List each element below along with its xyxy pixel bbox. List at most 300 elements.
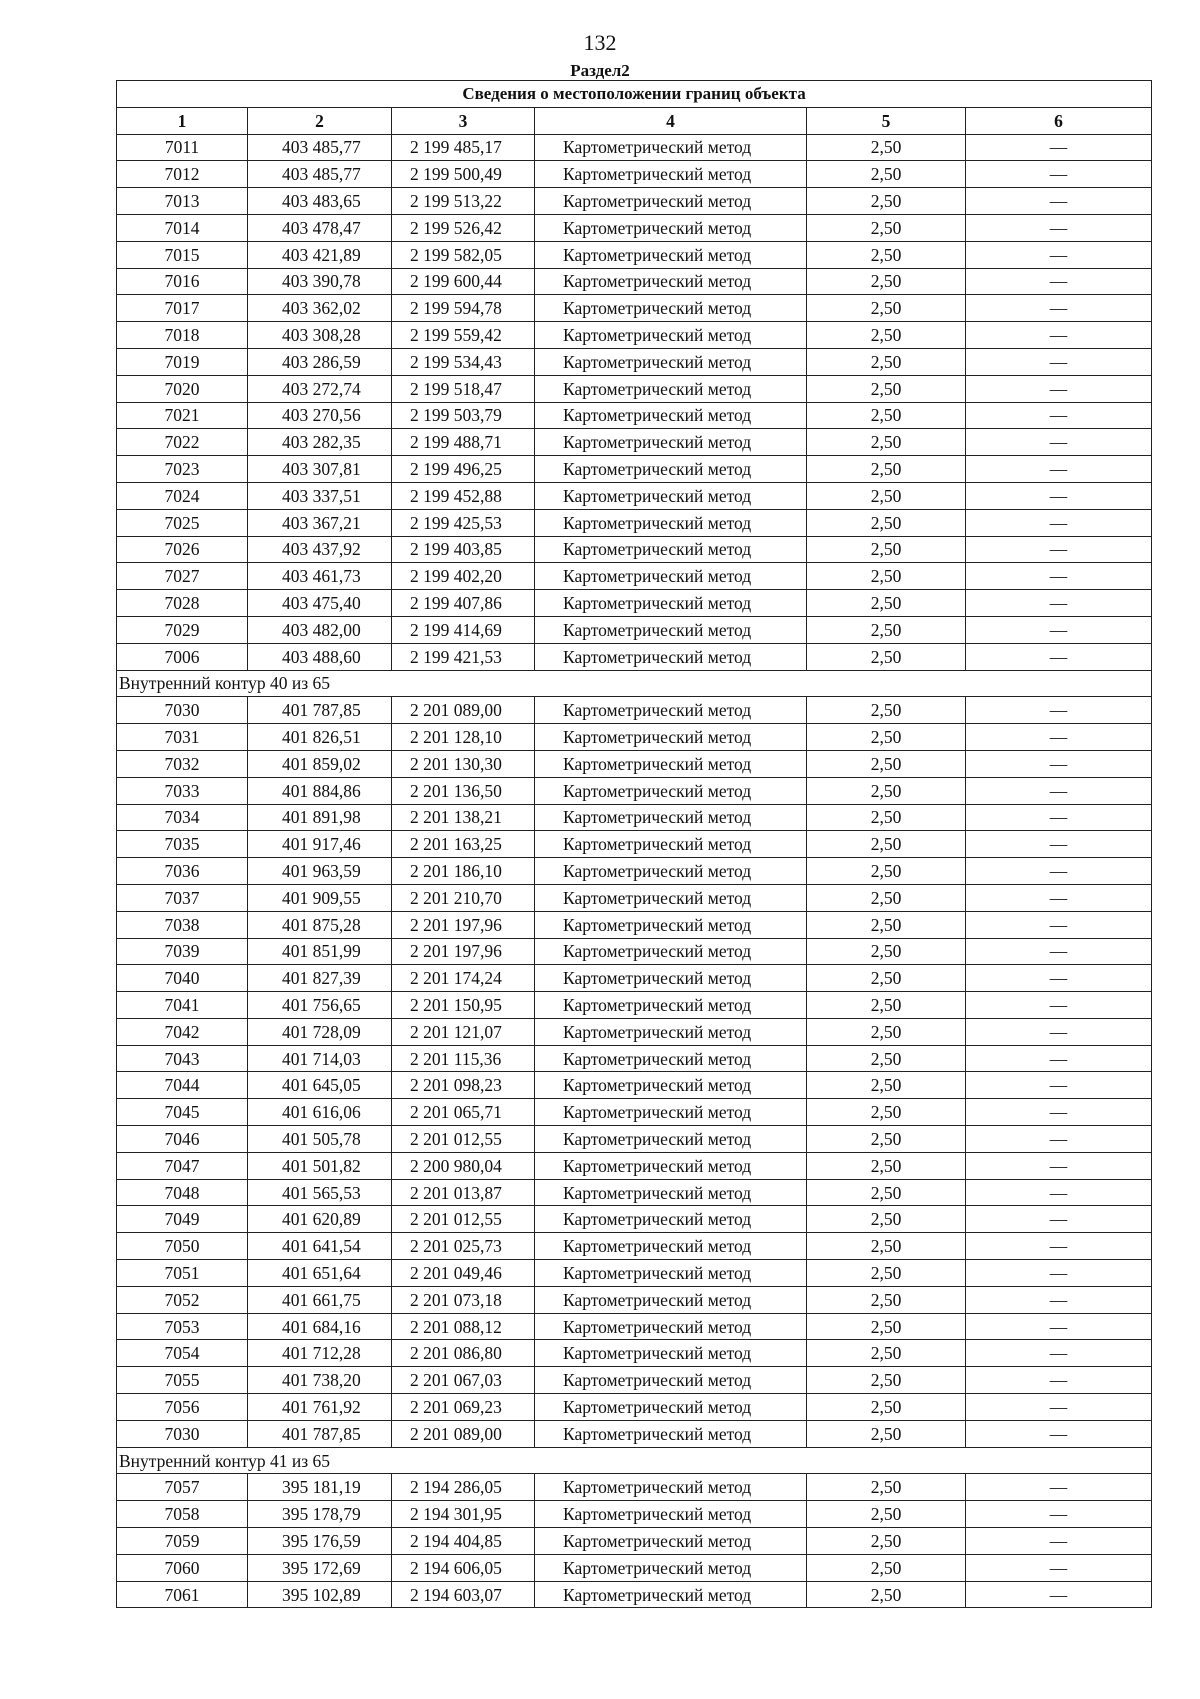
point-number-cell: 7027 [117,563,248,590]
point-number-cell: 7053 [117,1313,248,1340]
table-row [117,884,1152,911]
y-coordinate-cell: 2 199 600,44 [392,268,535,295]
table-row [117,1528,1152,1555]
y-coordinate-cell: 2 201 012,55 [392,1126,535,1153]
table-row [117,134,1152,161]
x-coordinate-cell: 401 712,28 [248,1340,392,1367]
table-row [117,1501,1152,1528]
point-number-cell: 7006 [117,643,248,670]
method-cell: Картометрический метод [535,831,807,858]
table-row [117,616,1152,643]
point-number-cell: 7020 [117,375,248,402]
accuracy-cell: 2,50 [807,1501,966,1528]
method-cell: Картометрический метод [535,482,807,509]
x-coordinate-cell: 395 172,69 [248,1554,392,1581]
point-number-cell: 7022 [117,429,248,456]
y-coordinate-cell: 2 201 012,55 [392,1206,535,1233]
table-row [117,777,1152,804]
x-coordinate-cell: 403 272,74 [248,375,392,402]
description-cell: — [966,295,1152,322]
table-row [117,429,1152,456]
y-coordinate-cell: 2 194 404,85 [392,1528,535,1555]
method-cell: Картометрический метод [535,563,807,590]
y-coordinate-cell: 2 199 513,22 [392,188,535,215]
description-cell: — [966,1420,1152,1447]
method-cell: Картометрический метод [535,1313,807,1340]
description-cell: — [966,456,1152,483]
table-row [117,375,1152,402]
description-cell: — [966,1581,1152,1608]
method-cell: Картометрический метод [535,1018,807,1045]
point-number-cell: 7028 [117,590,248,617]
x-coordinate-cell: 401 826,51 [248,724,392,751]
y-coordinate-cell: 2 201 067,03 [392,1367,535,1394]
method-cell: Картометрический метод [535,429,807,456]
description-cell: — [966,241,1152,268]
table-row [117,1045,1152,1072]
description-cell: — [966,804,1152,831]
method-cell: Картометрический метод [535,777,807,804]
description-cell: — [966,1072,1152,1099]
y-coordinate-cell: 2 201 210,70 [392,884,535,911]
method-cell: Картометрический метод [535,402,807,429]
table-row [117,643,1152,670]
accuracy-cell: 2,50 [807,322,966,349]
accuracy-cell: 2,50 [807,241,966,268]
description-cell: — [966,402,1152,429]
description-cell: — [966,348,1152,375]
x-coordinate-cell: 401 884,86 [248,777,392,804]
x-coordinate-cell: 401 651,64 [248,1260,392,1287]
y-coordinate-cell: 2 201 073,18 [392,1286,535,1313]
point-number-cell: 7012 [117,161,248,188]
description-cell: — [966,482,1152,509]
table-row [117,241,1152,268]
point-number-cell: 7011 [117,134,248,161]
method-cell: Картометрический метод [535,1474,807,1501]
point-number-cell: 7044 [117,1072,248,1099]
table-caption-row [117,81,1152,108]
method-cell: Картометрический метод [535,965,807,992]
y-coordinate-cell: 2 201 121,07 [392,1018,535,1045]
y-coordinate-cell: 2 194 301,95 [392,1501,535,1528]
x-coordinate-cell: 403 475,40 [248,590,392,617]
table-body [117,134,1152,1608]
x-coordinate-cell: 401 661,75 [248,1286,392,1313]
y-coordinate-cell: 2 201 086,80 [392,1340,535,1367]
y-coordinate-cell: 2 199 425,53 [392,509,535,536]
y-coordinate-cell: 2 201 098,23 [392,1072,535,1099]
description-cell: — [966,214,1152,241]
method-cell: Картометрический метод [535,509,807,536]
accuracy-cell: 2,50 [807,643,966,670]
column-header: 4 [535,107,807,134]
table-row [117,1367,1152,1394]
table-caption: Сведения о местоположении границ объекта [117,81,1152,108]
x-coordinate-cell: 401 641,54 [248,1233,392,1260]
x-coordinate-cell: 401 714,03 [248,1045,392,1072]
accuracy-cell: 2,50 [807,1581,966,1608]
y-coordinate-cell: 2 199 500,49 [392,161,535,188]
accuracy-cell: 2,50 [807,482,966,509]
accuracy-cell: 2,50 [807,590,966,617]
table-row [117,1072,1152,1099]
accuracy-cell: 2,50 [807,1072,966,1099]
y-coordinate-cell: 2 201 069,23 [392,1394,535,1421]
accuracy-cell: 2,50 [807,1099,966,1126]
accuracy-cell: 2,50 [807,214,966,241]
accuracy-cell: 2,50 [807,777,966,804]
y-coordinate-cell: 2 199 559,42 [392,322,535,349]
method-cell: Картометрический метод [535,590,807,617]
accuracy-cell: 2,50 [807,1420,966,1447]
y-coordinate-cell: 2 199 488,71 [392,429,535,456]
point-number-cell: 7031 [117,724,248,751]
point-number-cell: 7026 [117,536,248,563]
table-header-row [117,107,1152,134]
x-coordinate-cell: 403 270,56 [248,402,392,429]
x-coordinate-cell: 403 421,89 [248,241,392,268]
y-coordinate-cell: 2 199 526,42 [392,214,535,241]
accuracy-cell: 2,50 [807,1528,966,1555]
description-cell: — [966,724,1152,751]
y-coordinate-cell: 2 194 603,07 [392,1581,535,1608]
method-cell: Картометрический метод [535,134,807,161]
method-cell: Картометрический метод [535,884,807,911]
x-coordinate-cell: 401 565,53 [248,1179,392,1206]
method-cell: Картометрический метод [535,724,807,751]
description-cell: — [966,1018,1152,1045]
point-number-cell: 7046 [117,1126,248,1153]
accuracy-cell: 2,50 [807,268,966,295]
point-number-cell: 7043 [117,1045,248,1072]
method-cell: Картометрический метод [535,697,807,724]
accuracy-cell: 2,50 [807,348,966,375]
description-cell: — [966,1286,1152,1313]
accuracy-cell: 2,50 [807,1152,966,1179]
method-cell: Картометрический метод [535,1045,807,1072]
accuracy-cell: 2,50 [807,1206,966,1233]
point-number-cell: 7035 [117,831,248,858]
x-coordinate-cell: 403 286,59 [248,348,392,375]
description-cell: — [966,777,1152,804]
method-cell: Картометрический метод [535,616,807,643]
point-number-cell: 7016 [117,268,248,295]
y-coordinate-cell: 2 194 286,05 [392,1474,535,1501]
description-cell: — [966,750,1152,777]
description-cell: — [966,1179,1152,1206]
description-cell: — [966,590,1152,617]
y-coordinate-cell: 2 201 089,00 [392,697,535,724]
point-number-cell: 7023 [117,456,248,483]
column-header: 2 [248,107,392,134]
x-coordinate-cell: 401 787,85 [248,697,392,724]
table-row [117,456,1152,483]
point-number-cell: 7033 [117,777,248,804]
method-cell: Картометрический метод [535,214,807,241]
description-cell: — [966,643,1152,670]
y-coordinate-cell: 2 201 089,00 [392,1420,535,1447]
accuracy-cell: 2,50 [807,563,966,590]
table-row [117,1179,1152,1206]
description-cell: — [966,965,1152,992]
x-coordinate-cell: 401 728,09 [248,1018,392,1045]
y-coordinate-cell: 2 201 065,71 [392,1099,535,1126]
table-row [117,1233,1152,1260]
point-number-cell: 7029 [117,616,248,643]
method-cell: Картометрический метод [535,536,807,563]
description-cell: — [966,375,1152,402]
accuracy-cell: 2,50 [807,858,966,885]
point-number-cell: 7036 [117,858,248,885]
method-cell: Картометрический метод [535,992,807,1019]
table-row [117,750,1152,777]
y-coordinate-cell: 2 201 186,10 [392,858,535,885]
x-coordinate-cell: 401 859,02 [248,750,392,777]
point-number-cell: 7030 [117,697,248,724]
method-cell: Картометрический метод [535,1528,807,1555]
x-coordinate-cell: 401 738,20 [248,1367,392,1394]
accuracy-cell: 2,50 [807,1286,966,1313]
accuracy-cell: 2,50 [807,911,966,938]
accuracy-cell: 2,50 [807,1313,966,1340]
y-coordinate-cell: 2 199 421,53 [392,643,535,670]
x-coordinate-cell: 403 483,65 [248,188,392,215]
x-coordinate-cell: 403 367,21 [248,509,392,536]
method-cell: Картометрический метод [535,1233,807,1260]
boundary-coordinates-table [116,80,1152,1608]
method-cell: Картометрический метод [535,348,807,375]
y-coordinate-cell: 2 201 049,46 [392,1260,535,1287]
x-coordinate-cell: 401 756,65 [248,992,392,1019]
accuracy-cell: 2,50 [807,884,966,911]
accuracy-cell: 2,50 [807,1018,966,1045]
point-number-cell: 7034 [117,804,248,831]
method-cell: Картометрический метод [535,322,807,349]
description-cell: — [966,268,1152,295]
point-number-cell: 7057 [117,1474,248,1501]
method-cell: Картометрический метод [535,1260,807,1287]
description-cell: — [966,1340,1152,1367]
accuracy-cell: 2,50 [807,831,966,858]
method-cell: Картометрический метод [535,1206,807,1233]
description-cell: — [966,911,1152,938]
x-coordinate-cell: 403 437,92 [248,536,392,563]
method-cell: Картометрический метод [535,1152,807,1179]
table-row [117,1581,1152,1608]
contour-header-row [117,1447,1152,1474]
point-number-cell: 7038 [117,911,248,938]
description-cell: — [966,992,1152,1019]
x-coordinate-cell: 403 482,00 [248,616,392,643]
x-coordinate-cell: 403 282,35 [248,429,392,456]
x-coordinate-cell: 401 616,06 [248,1099,392,1126]
contour-header-row [117,670,1152,697]
method-cell: Картометрический метод [535,1126,807,1153]
page-number: 132 [583,30,617,55]
point-number-cell: 7051 [117,1260,248,1287]
description-cell: — [966,697,1152,724]
accuracy-cell: 2,50 [807,188,966,215]
y-coordinate-cell: 2 201 115,36 [392,1045,535,1072]
method-cell: Картометрический метод [535,161,807,188]
x-coordinate-cell: 395 102,89 [248,1581,392,1608]
accuracy-cell: 2,50 [807,536,966,563]
point-number-cell: 7013 [117,188,248,215]
method-cell: Картометрический метод [535,1394,807,1421]
point-number-cell: 7021 [117,402,248,429]
x-coordinate-cell: 401 501,82 [248,1152,392,1179]
point-number-cell: 7052 [117,1286,248,1313]
table-row [117,161,1152,188]
method-cell: Картометрический метод [535,750,807,777]
method-cell: Картометрический метод [535,938,807,965]
description-cell: — [966,884,1152,911]
table-row [117,1126,1152,1153]
x-coordinate-cell: 403 485,77 [248,134,392,161]
accuracy-cell: 2,50 [807,402,966,429]
table-row [117,938,1152,965]
method-cell: Картометрический метод [535,295,807,322]
x-coordinate-cell: 401 963,59 [248,858,392,885]
table-row [117,1206,1152,1233]
x-coordinate-cell: 403 307,81 [248,456,392,483]
method-cell: Картометрический метод [535,456,807,483]
method-cell: Картометрический метод [535,241,807,268]
y-coordinate-cell: 2 201 088,12 [392,1313,535,1340]
table-row [117,322,1152,349]
accuracy-cell: 2,50 [807,161,966,188]
y-coordinate-cell: 2 199 452,88 [392,482,535,509]
column-header: 3 [392,107,535,134]
x-coordinate-cell: 395 181,19 [248,1474,392,1501]
accuracy-cell: 2,50 [807,375,966,402]
point-number-cell: 7030 [117,1420,248,1447]
column-header: 1 [117,107,248,134]
point-number-cell: 7061 [117,1581,248,1608]
description-cell: — [966,134,1152,161]
point-number-cell: 7018 [117,322,248,349]
table-row [117,268,1152,295]
point-number-cell: 7058 [117,1501,248,1528]
accuracy-cell: 2,50 [807,456,966,483]
description-cell: — [966,188,1152,215]
point-number-cell: 7040 [117,965,248,992]
y-coordinate-cell: 2 199 518,47 [392,375,535,402]
y-coordinate-cell: 2 201 025,73 [392,1233,535,1260]
point-number-cell: 7042 [117,1018,248,1045]
method-cell: Картометрический метод [535,1340,807,1367]
table-row [117,724,1152,751]
point-number-cell: 7019 [117,348,248,375]
accuracy-cell: 2,50 [807,1474,966,1501]
method-cell: Картометрический метод [535,1286,807,1313]
accuracy-cell: 2,50 [807,750,966,777]
y-coordinate-cell: 2 199 407,86 [392,590,535,617]
table-row [117,563,1152,590]
x-coordinate-cell: 403 488,60 [248,643,392,670]
y-coordinate-cell: 2 199 403,85 [392,536,535,563]
table-row [117,1018,1152,1045]
table-row [117,214,1152,241]
y-coordinate-cell: 2 200 980,04 [392,1152,535,1179]
description-cell: — [966,1206,1152,1233]
x-coordinate-cell: 395 178,79 [248,1501,392,1528]
description-cell: — [966,536,1152,563]
method-cell: Картометрический метод [535,1581,807,1608]
point-number-cell: 7055 [117,1367,248,1394]
y-coordinate-cell: 2 201 197,96 [392,938,535,965]
accuracy-cell: 2,50 [807,1367,966,1394]
description-cell: — [966,509,1152,536]
point-number-cell: 7049 [117,1206,248,1233]
accuracy-cell: 2,50 [807,1260,966,1287]
point-number-cell: 7054 [117,1340,248,1367]
x-coordinate-cell: 401 827,39 [248,965,392,992]
x-coordinate-cell: 401 851,99 [248,938,392,965]
description-cell: — [966,1367,1152,1394]
accuracy-cell: 2,50 [807,1340,966,1367]
table-row [117,992,1152,1019]
method-cell: Картометрический метод [535,1501,807,1528]
point-number-cell: 7060 [117,1554,248,1581]
contour-label: Внутренний контур 41 из 65 [117,1447,1152,1474]
point-number-cell: 7025 [117,509,248,536]
accuracy-cell: 2,50 [807,1394,966,1421]
description-cell: — [966,1260,1152,1287]
accuracy-cell: 2,50 [807,1045,966,1072]
method-cell: Картометрический метод [535,643,807,670]
method-cell: Картометрический метод [535,1367,807,1394]
table-row [117,402,1152,429]
point-number-cell: 7048 [117,1179,248,1206]
table-row [117,536,1152,563]
point-number-cell: 7014 [117,214,248,241]
description-cell: — [966,161,1152,188]
table-row [117,1474,1152,1501]
y-coordinate-cell: 2 199 496,25 [392,456,535,483]
description-cell: — [966,563,1152,590]
table-row [117,1313,1152,1340]
point-number-cell: 7032 [117,750,248,777]
y-coordinate-cell: 2 199 534,43 [392,348,535,375]
description-cell: — [966,1474,1152,1501]
accuracy-cell: 2,50 [807,804,966,831]
accuracy-cell: 2,50 [807,1554,966,1581]
y-coordinate-cell: 2 199 485,17 [392,134,535,161]
table-row [117,804,1152,831]
y-coordinate-cell: 2 199 582,05 [392,241,535,268]
description-cell: — [966,1045,1152,1072]
method-cell: Картометрический метод [535,858,807,885]
accuracy-cell: 2,50 [807,938,966,965]
x-coordinate-cell: 401 505,78 [248,1126,392,1153]
table-row [117,1554,1152,1581]
y-coordinate-cell: 2 199 402,20 [392,563,535,590]
description-cell: — [966,1233,1152,1260]
y-coordinate-cell: 2 201 128,10 [392,724,535,751]
accuracy-cell: 2,50 [807,697,966,724]
table-row [117,188,1152,215]
point-number-cell: 7047 [117,1152,248,1179]
accuracy-cell: 2,50 [807,1233,966,1260]
y-coordinate-cell: 2 194 606,05 [392,1554,535,1581]
method-cell: Картометрический метод [535,911,807,938]
table-row [117,348,1152,375]
y-coordinate-cell: 2 199 503,79 [392,402,535,429]
table-row [117,1286,1152,1313]
y-coordinate-cell: 2 201 130,30 [392,750,535,777]
